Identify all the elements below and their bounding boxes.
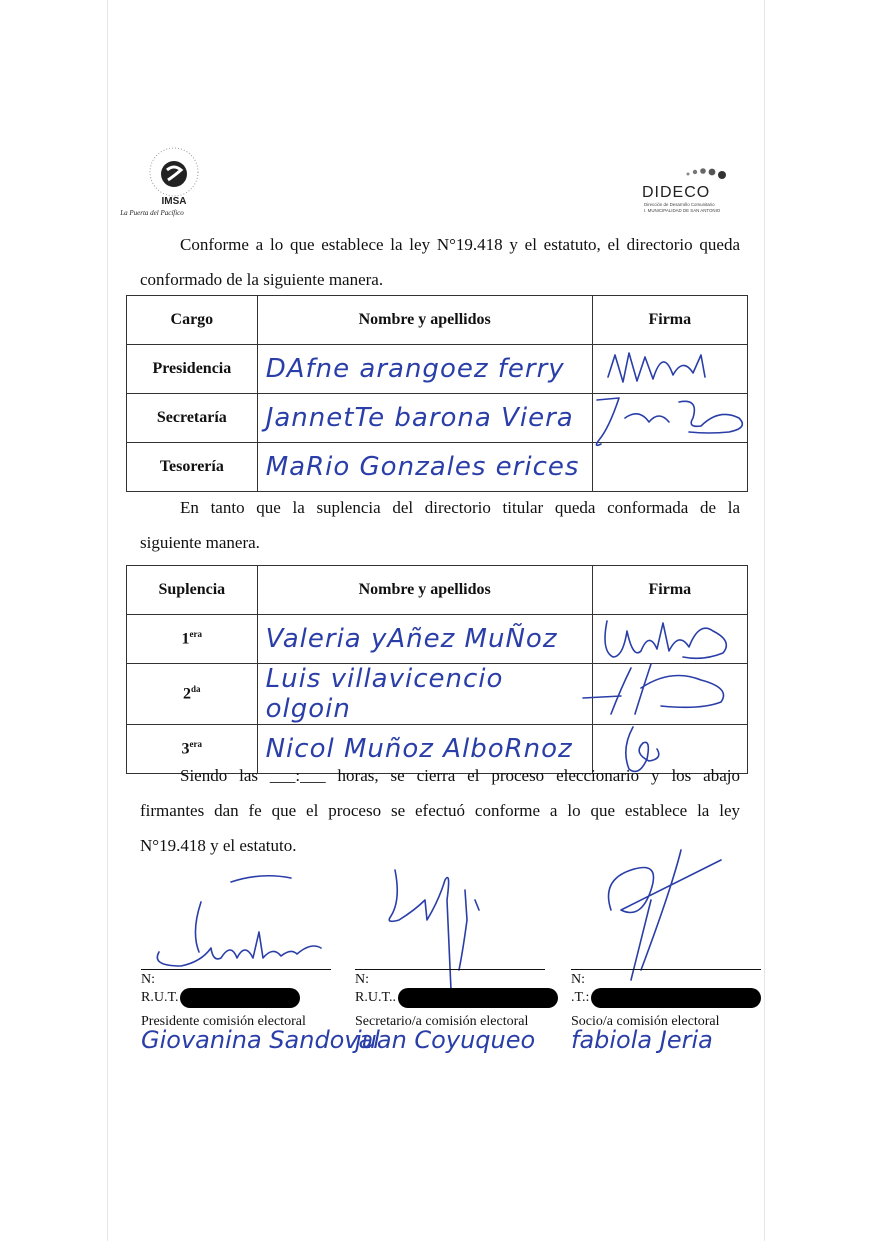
intro-line-1: Conforme a lo que establece la ley N°19.418 y el estatuto, el directorio queda: [180, 235, 740, 254]
rut-label: R.U.T.: [141, 990, 179, 1006]
imsa-logo-tagline: La Puerta del Pacífico: [120, 209, 184, 217]
rut-row: [355, 988, 558, 1008]
suplencia-number-cell: [127, 664, 258, 725]
header-cargo: Cargo: [127, 296, 258, 345]
closing-line-3: N°19.418 y el estatuto.: [140, 836, 297, 855]
intro-paragraph: [140, 227, 740, 297]
signature-cell: [592, 345, 747, 394]
table-row: [127, 345, 748, 394]
signature-cell: [592, 615, 747, 664]
handwritten-name: MaRio Gonzales erices: [257, 443, 592, 492]
handwritten-name: Nicol Muñoz AlboRnoz: [257, 725, 592, 774]
closing-line-2: firmantes dan fe que el proceso se efectuó conforme a lo que establece la ley: [140, 801, 740, 820]
handwritten-name: fabiola Jeria: [571, 1026, 713, 1054]
directorio-table: [126, 295, 748, 492]
closing-paragraph: [140, 758, 740, 863]
imsa-logo: [112, 140, 222, 220]
signature-mark: [581, 658, 751, 718]
ordinal-suffix: era: [189, 739, 203, 750]
rut-label: .T.:: [571, 990, 590, 1006]
ordinal-suffix: da: [191, 684, 201, 695]
header-nombre: Nombre y apellidos: [257, 296, 592, 345]
cargo-cell: Presidencia: [127, 345, 258, 394]
table-header-row: [127, 566, 748, 615]
rut-label: R.U.T..: [355, 990, 396, 1006]
ordinal-number: 1: [181, 630, 190, 648]
name-label: N:: [355, 972, 369, 987]
imsa-emblem-icon: [112, 140, 222, 220]
redaction-bar: [591, 988, 761, 1008]
rut-row: [141, 988, 300, 1008]
header-firma: Firma: [592, 566, 747, 615]
role-label: Presidente comisión electoral: [141, 1014, 306, 1029]
handwritten-name: JannetTe barona Viera: [257, 394, 592, 443]
page-edge: [764, 0, 765, 1241]
role-label: Socio/a comisión electoral: [571, 1014, 720, 1029]
handwritten-name: Giovanina Sandoval: [141, 1026, 380, 1054]
dideco-logo-name: DIDECO: [642, 184, 711, 201]
role-label: Secretario/a comisión electoral: [355, 1014, 529, 1029]
table-row: [127, 394, 748, 443]
redaction-bar: [398, 988, 558, 1008]
signature-mark: [141, 872, 331, 972]
dideco-emblem-icon: [640, 166, 740, 218]
cargo-cell: Tesorería: [127, 443, 258, 492]
suplencia-number-cell: [127, 615, 258, 664]
suplencia-intro-line-1: En tanto que la suplencia del directorio titular queda conformada de la: [180, 498, 740, 517]
page-edge: [107, 0, 108, 1241]
closing-line-1: Siendo las ___:___ horas, se cierra el proceso eleccionario y los abajo: [180, 766, 740, 785]
dideco-logo: [640, 166, 740, 218]
name-label: N:: [571, 972, 585, 987]
handwritten-name: juan Coyuqueo: [355, 1026, 536, 1054]
cargo-cell: Secretaría: [127, 394, 258, 443]
signature-mark: [589, 388, 759, 458]
dideco-logo-subtitle2: I. MUNICIPALIDAD DE SAN ANTONIO: [644, 208, 721, 213]
suplencia-intro-paragraph: [140, 490, 740, 560]
signature-mark: [355, 860, 545, 990]
signature-cell: [592, 394, 747, 443]
signature-cell: [592, 664, 747, 725]
redaction-bar: [180, 988, 300, 1008]
header-nombre: Nombre y apellidos: [257, 566, 592, 615]
ordinal-number: 2: [183, 685, 192, 703]
dideco-logo-subtitle: Dirección de Desarrollo Comunitario: [644, 202, 715, 207]
suplencia-table: [126, 565, 748, 774]
handwritten-name: Luis villavicencio olgoin: [257, 664, 592, 725]
table-row: [127, 664, 748, 725]
signature-line: [571, 969, 761, 970]
header-firma: Firma: [592, 296, 747, 345]
header-suplencia: Suplencia: [127, 566, 258, 615]
imsa-logo-name: IMSA: [161, 196, 187, 207]
rut-row: [571, 988, 761, 1008]
suplencia-intro-line-2: siguiente manera.: [140, 533, 260, 552]
name-label: N:: [141, 972, 155, 987]
signature-line: [141, 969, 331, 970]
intro-line-2: conformado de la siguiente manera.: [140, 270, 384, 289]
handwritten-name: Valeria yAñez MuÑoz: [257, 615, 592, 664]
ordinal-number: 3: [181, 740, 190, 758]
table-row: [127, 615, 748, 664]
ordinal-suffix: era: [189, 629, 203, 640]
handwritten-name: DAfne arangoez ferry: [257, 345, 592, 394]
signature-line: [355, 969, 545, 970]
